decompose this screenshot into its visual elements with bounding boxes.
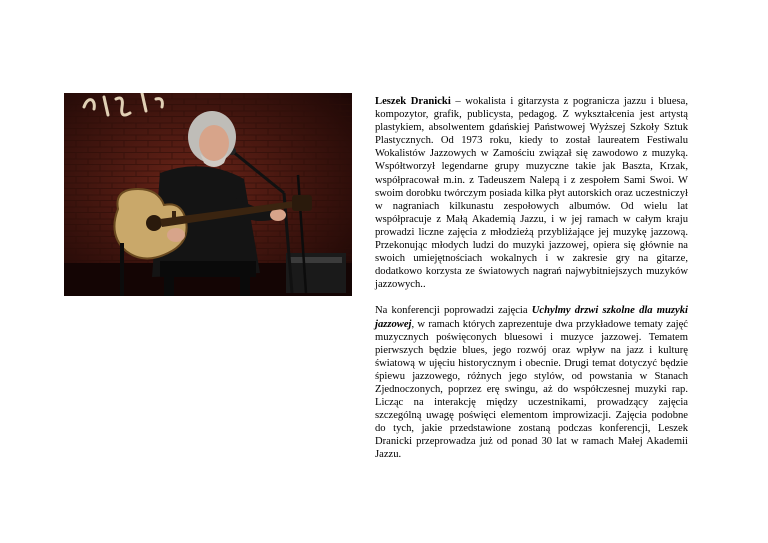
article-text — [375, 95, 688, 462]
bio-paragraph — [375, 95, 688, 291]
workshop-paragraph — [375, 304, 688, 461]
workshop-text: , w ramach których zaprezentuje dwa przykładowe tematy zajęć muzycznych poświęconych bluesowi i muzyce jazzowej. Tematem pierwszych będzie blues, jego rozwój oraz wpływ na jazz i kulturę światową w ujęciu historycznym i obecnie. Drugi temat dotyczyć będzie śpiewu jazzowego, różnych jego stylów, od powstania w Stanach Zjednoczonych, poprzez erę swingu, aż do współczesnej muzyki rap. Licząc na interakcję między uczestnikami, prowadzący zajęcia szczególną uwagę poświęci elementom improwizacji. Zajęcia podobne do tych, jakie przedstawione zostaną podczas konferencji, Leszek Dranicki przeprowadza już od ponad 30 lat w ramach Małej Akademii Jazzu. — [375, 318, 688, 461]
artist-name: Leszek Dranicki — [375, 96, 451, 107]
workshop-title: Uchylmy drzwi szkolne dla muzyki jazzowej — [375, 305, 688, 330]
bio-text: – wokalista i gitarzysta z pogranicza jazzu i bluesa, kompozytor, grafik, publicysta, pedagog. Z wykształcenia jest artystą plastykiem, absolwentem gdańskiej Państwowej Wyższej Szkoły Sztuk Plastycznych. Od 1973 roku, kiedy to został laureatem Festiwalu Wokalistów Jazzowych w Zamościu związał się zawodowo z muzyką. Współtworzył legendarne grupy muzyczne takie jak Baszta, Krzak, współpracował m.in. z Tadeuszem Nalepą i z zespołem Sami Swoi. W swoim dorobku twórczym posiada kilka płyt autorskich oraz uczestniczył w nagraniach kilkunastu zespołowych albumów. Od wielu lat współpracuje z Małą Akademią Jazzu, i w jej ramach w całym kraju prowadzi liczne zajęcia z młodzieżą przybliżające jej muzykę jazzową. Przekonując młodych ludzi do muzyki jazzowej, opiera się głównie na swoich umiejętnościach wokalnych i w zakresie gry na gitarze, dodatkowo korzysta ze światowych nagrań najwybitniejszych muzyków jazzowych.. — [375, 96, 689, 291]
photo-illustration — [64, 93, 352, 296]
workshop-intro: Na konferencji poprowadzi zajęcia — [375, 305, 532, 317]
musician-photo — [64, 93, 352, 296]
